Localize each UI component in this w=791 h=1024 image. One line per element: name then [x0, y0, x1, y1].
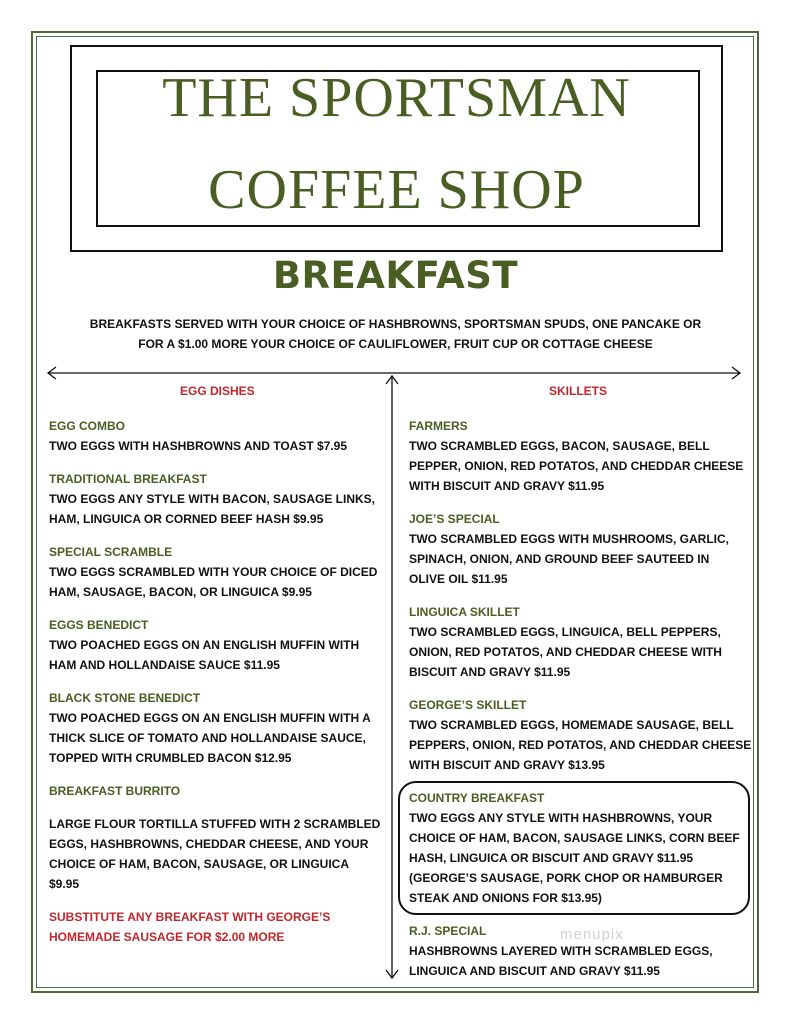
menu-item: [409, 695, 752, 775]
description-line: TWO EGGS SCRAMBLED WITH YOUR CHOICE OF DICED: [49, 565, 378, 579]
vertical-double-arrow: [385, 374, 399, 980]
menu-item-description: [409, 941, 744, 981]
description-line: WITH BISCUIT AND GRAVY $13.95: [409, 758, 605, 772]
description-line: EGGS, HASHBROWNS, CHEDDAR CHEESE, AND YOUR: [49, 837, 369, 851]
description-line: CHOICE OF HAM, BACON, SAUSAGE LINKS, CORN BEEF: [409, 831, 740, 845]
menu-item: [49, 781, 379, 894]
description-line: HAM AND HOLLANDAISE SAUCE $11.95: [49, 658, 280, 672]
description-line: HASHBROWNS LAYERED WITH SCRAMBLED EGGS,: [409, 944, 713, 958]
skillets-column: [409, 416, 752, 981]
description-line: HAM, SAUSAGE, BACON, OR LINGUICA $9.95: [49, 585, 312, 599]
menu-item: [49, 615, 379, 675]
menu-item-name: JOE’S SPECIAL: [409, 512, 500, 526]
menu-item-description: [49, 562, 379, 602]
description-line: TWO EGGS ANY STYLE WITH HASHBROWNS, YOUR: [409, 811, 713, 825]
menu-item-name: BREAKFAST BURRITO: [49, 784, 181, 798]
description-line: LINGUICA AND BISCUIT AND GRAVY $11.95: [409, 964, 660, 978]
description-line: LARGE FLOUR TORTILLA STUFFED WITH 2 SCRAMBLED: [49, 817, 381, 831]
menu-item: [49, 469, 379, 529]
menu-item-description: [409, 622, 744, 682]
description-line: TWO EGGS WITH HASHBROWNS AND TOAST $7.95: [49, 439, 348, 453]
description-line: HASH, LINGUICA OR BISCUIT AND GRAVY $11.95: [409, 851, 694, 865]
description-line: TWO EGGS ANY STYLE WITH BACON, SAUSAGE LINKS,: [49, 492, 376, 506]
menu-item-description: [49, 708, 379, 768]
intro-text: [0, 314, 791, 354]
menu-item-description: [49, 814, 379, 894]
menu-item: [49, 688, 379, 768]
description-line: PEPPERS, ONION, RED POTATOS, AND CHEDDAR CHEESE: [409, 738, 752, 752]
description-line: (GEORGE’S SAUSAGE, PORK CHOP OR HAMBURGER: [409, 871, 723, 885]
menu-item-name: COUNTRY BREAKFAST: [409, 791, 545, 805]
description-line: PEPPER, ONION, RED POTATOS, AND CHEDDAR CHEESE: [409, 459, 744, 473]
intro-line: FOR A $1.00 MORE YOUR CHOICE OF CAULIFLOWER, FRUIT CUP OR COTTAGE CHEESE: [138, 337, 653, 351]
menu-item-description: [49, 635, 379, 675]
menu-item-name: SPECIAL SCRAMBLE: [49, 545, 173, 559]
description-line: TWO SCRAMBLED EGGS, HOMEMADE SAUSAGE, BELL: [409, 718, 734, 732]
menu-item-featured: [409, 788, 744, 908]
description-line: CHOICE OF HAM, BACON, SAUSAGE, OR LINGUICA: [49, 857, 350, 871]
description-line: TWO POACHED EGGS ON AN ENGLISH MUFFIN WITH: [49, 638, 360, 652]
description-line: STEAK AND ONIONS FOR $13.95): [409, 891, 602, 905]
menu-item-description: [409, 715, 752, 775]
menu-item-description: [409, 529, 744, 589]
description-line: SPINACH, ONION, AND GROUND BEEF SAUTEED IN: [409, 552, 710, 566]
egg-dishes-column: [49, 416, 379, 947]
skillets-heading: SKILLETS: [549, 384, 608, 398]
menu-item-name: GEORGE’S SKILLET: [409, 698, 527, 712]
section-title: BREAKFAST: [272, 254, 519, 297]
intro-line: BREAKFASTS SERVED WITH YOUR CHOICE OF HASHBROWNS, SPORTSMAN SPUDS, ONE PANCAKE OR: [89, 317, 702, 331]
menu-item: [409, 602, 744, 682]
menu-item-name: EGGS BENEDICT: [49, 618, 149, 632]
description-line: ONION, RED POTATOS, AND CHEDDAR CHEESE WITH: [409, 645, 722, 659]
menu-item: [409, 416, 744, 496]
menu-item-name: FARMERS: [409, 419, 468, 433]
menu-item-description: [409, 436, 744, 496]
egg-dishes-heading: EGG DISHES: [180, 384, 255, 398]
description-line: BISCUIT AND GRAVY $11.95: [409, 665, 571, 679]
menu-item-description: [49, 436, 379, 456]
description-line: HAM, LINGUICA OR CORNED BEEF HASH $9.95: [49, 512, 324, 526]
description-line: THICK SLICE OF TOMATO AND HOLLANDAISE SAUCE,: [49, 731, 366, 745]
description-line: TWO SCRAMBLED EGGS, LINGUICA, BELL PEPPERS,: [409, 625, 721, 639]
description-line: $9.95: [49, 877, 80, 891]
menu-item-name: EGG COMBO: [49, 419, 126, 433]
restaurant-name-line2: COFFEE SHOP: [208, 159, 585, 221]
menu-item-name: TRADITIONAL BREAKFAST: [49, 472, 207, 486]
watermark: menupix: [560, 926, 624, 943]
note-line: SUBSTITUTE ANY BREAKFAST WITH GEORGE’S: [49, 910, 331, 924]
description-line: WITH BISCUIT AND GRAVY $11.95: [409, 479, 605, 493]
restaurant-name-line1: THE SPORTSMAN: [162, 67, 631, 129]
menu-item-description: [49, 489, 379, 529]
description-line: TOPPED WITH CRUMBLED BACON $12.95: [49, 751, 292, 765]
menu-item: [409, 509, 744, 589]
menu-item: [49, 542, 379, 602]
menu-item-name: R.J. SPECIAL: [409, 924, 487, 938]
description-line: TWO SCRAMBLED EGGS, BACON, SAUSAGE, BELL: [409, 439, 710, 453]
menu-item-description: [409, 808, 744, 908]
note-line: HOMEMADE SAUSAGE FOR $2.00 MORE: [49, 930, 285, 944]
description-line: OLIVE OIL $11.95: [409, 572, 508, 586]
description-line: TWO SCRAMBLED EGGS WITH MUSHROOMS, GARLIC,: [409, 532, 729, 546]
menu-item-name: LINGUICA SKILLET: [409, 605, 520, 619]
menu-item-name: BLACK STONE BENEDICT: [49, 691, 201, 705]
description-line: TWO POACHED EGGS ON AN ENGLISH MUFFIN WITH A: [49, 711, 371, 725]
sausage-substitute-note: [49, 907, 379, 947]
menu-item: [49, 416, 379, 456]
